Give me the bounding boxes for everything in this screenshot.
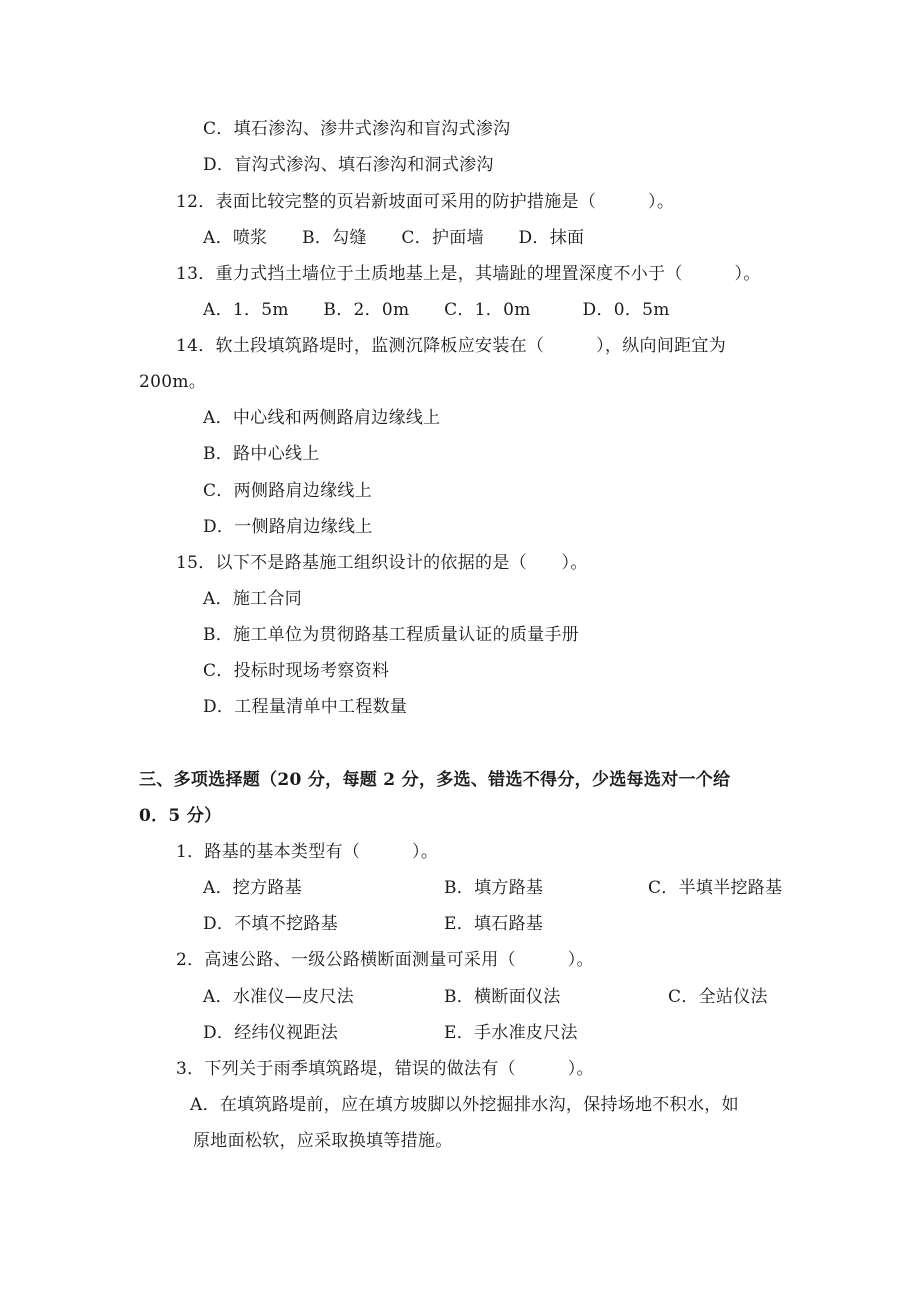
m3-stem: 3．下列关于雨季填筑路堤，错误的做法有（ ）。 bbox=[176, 1059, 594, 1079]
m1-option-e: E．填石路基 bbox=[444, 914, 544, 934]
q12-stem: 12．表面比较完整的页岩新坡面可采用的防护措施是（ ）。 bbox=[176, 192, 675, 212]
m1-option-a: A．挖方路基 bbox=[203, 878, 303, 898]
q15-option-c: C．投标时现场考察资料 bbox=[203, 661, 390, 681]
m2-option-c: C．全站仪法 bbox=[668, 987, 768, 1007]
q13-options: A．1．5m B．2．0m C．1．0m D．0．5m bbox=[203, 300, 670, 320]
q14-option-b: B．路中心线上 bbox=[203, 444, 320, 464]
q14-stem-line1: 14．软土段填筑路堤时，监测沉降板应安装在（ ），纵向间距宜为 bbox=[176, 336, 727, 356]
q11-option-d: D．盲沟式渗沟、填石渗沟和洞式渗沟 bbox=[203, 155, 494, 175]
q15-stem: 15．以下不是路基施工组织设计的依据的是（ ）。 bbox=[176, 553, 588, 573]
m1-stem: 1．路基的基本类型有（ ）。 bbox=[176, 842, 439, 862]
m2-option-a: A．水准仪—皮尺法 bbox=[203, 987, 354, 1007]
section3-heading-line2: 0．5 分） bbox=[139, 806, 222, 826]
q14-stem-line2: 200m。 bbox=[139, 372, 207, 392]
q15-option-b: B．施工单位为贯彻路基工程质量认证的质量手册 bbox=[203, 625, 580, 645]
m1-option-b: B．填方路基 bbox=[444, 878, 544, 898]
q14-option-c: C．两侧路肩边缘线上 bbox=[203, 481, 373, 501]
m2-option-b: B．横断面仪法 bbox=[444, 987, 561, 1007]
m2-option-d: D．经纬仪视距法 bbox=[203, 1023, 339, 1043]
q13-stem: 13．重力式挡土墙位于土质地基上是，其墙趾的埋置深度不小于（ ）。 bbox=[176, 264, 761, 284]
q11-option-c: C．填石渗沟、渗井式渗沟和盲沟式渗沟 bbox=[203, 119, 511, 139]
q15-option-d: D．工程量清单中工程数量 bbox=[203, 697, 408, 717]
q14-option-a: A．中心线和两侧路肩边缘线上 bbox=[203, 408, 441, 428]
q14-option-d: D．一侧路肩边缘线上 bbox=[203, 517, 373, 537]
m3-option-a-line1: A．在填筑路堤前，应在填方坡脚以外挖掘排水沟，保持场地不积水，如 bbox=[190, 1095, 739, 1115]
q15-option-a: A．施工合同 bbox=[203, 589, 303, 609]
m2-option-e: E．手水准皮尺法 bbox=[444, 1023, 578, 1043]
m1-option-d: D．不填不挖路基 bbox=[203, 914, 339, 934]
q12-options: A．喷浆 B．勾缝 C．护面墙 D．抹面 bbox=[203, 228, 585, 248]
m3-option-a-line2: 原地面松软，应采取换填等措施。 bbox=[193, 1131, 453, 1151]
m1-option-c: C．半填半挖路基 bbox=[648, 878, 783, 898]
section3-heading-line1: 三、多项选择题（20 分，每题 2 分，多选、错选不得分，少选每选对一个给 bbox=[139, 770, 731, 790]
m2-stem: 2．高速公路、一级公路横断面测量可采用（ ）。 bbox=[176, 950, 594, 970]
